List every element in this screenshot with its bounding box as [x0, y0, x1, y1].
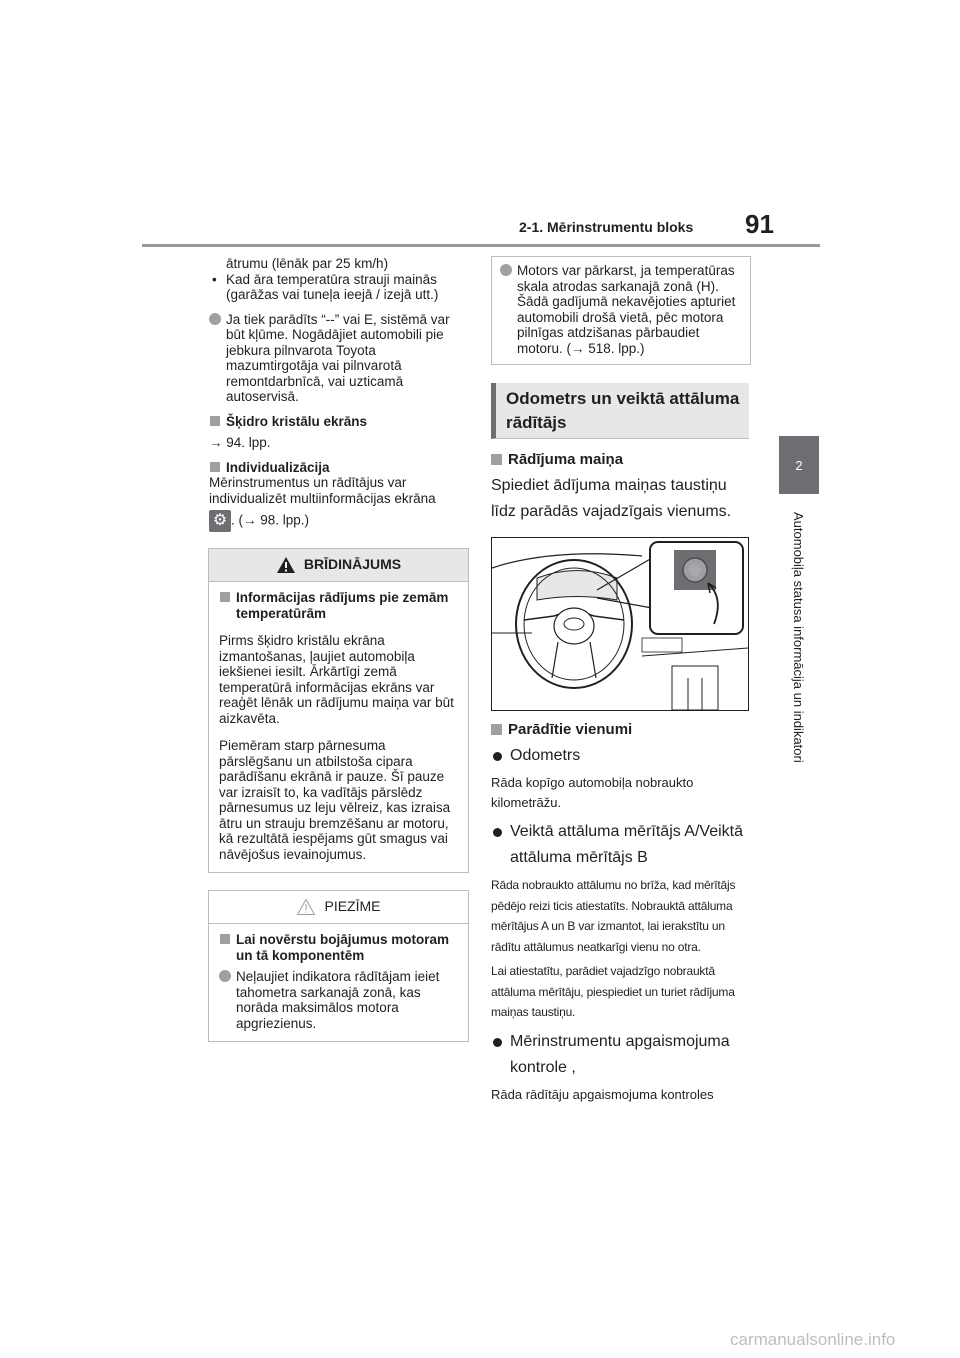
note-header	[209, 891, 468, 924]
section-title: 2-1. Mērinstrumentu bloks	[519, 219, 694, 235]
header-rule	[142, 244, 820, 247]
steering-wheel-illustration	[491, 537, 749, 711]
motor-note-text: Motors var pārkarst, ja temperatūras skala atrodas sarkanajā zonā (H). Šādā gadījumā nekavējoties apturiet automobili drošā vietā, pēc motora pilnīgas atdzišanas pārbaudiet motoru. (→ 518. lpp.)	[517, 263, 736, 356]
lcd-heading	[209, 414, 471, 430]
dot-note	[209, 312, 471, 405]
dot-note-text: Ja tiek parādīts “--” vai E, sistēmā var būt kļūme. Nogādājiet automobili pie jebkura pilnvarota Toyota mazumtirgotāja vai pilnvarotā remontdarbnīcā, vai uzticamā autoservisā.	[226, 311, 450, 404]
chapter-tab: 2	[779, 436, 819, 494]
square-marker	[491, 454, 502, 465]
custom-heading	[209, 460, 471, 476]
bullet-mark: •	[212, 271, 217, 287]
note-text: Neļaujiet indikatora rādītājam ieiet tahometra sarkanajā zonā, kas norāda maksimālos motora apgriezienus.	[236, 969, 440, 1031]
caution-outline-icon	[296, 898, 316, 916]
items-heading-text: Parādītie vienumi	[508, 721, 633, 738]
warning-triangle-icon	[276, 556, 296, 574]
custom-ref-line	[209, 510, 471, 532]
motor-dot-item	[500, 263, 742, 356]
dot-marker	[500, 264, 512, 276]
square-marker	[210, 462, 220, 472]
page-number: 91	[745, 209, 774, 239]
square-marker	[220, 592, 230, 602]
chapter-side-title-text: Automobiļa statusa informācija un indikatori	[791, 512, 806, 763]
left-column	[209, 256, 471, 1042]
warning-box	[208, 548, 469, 873]
switch-heading	[491, 451, 753, 469]
switch-heading-text: Rādījuma maiņa	[508, 451, 624, 468]
switch-text: Spiediet ādījuma maiņas taustiņu līdz parādās vajadzīgais vienums.	[491, 477, 732, 520]
square-marker	[491, 724, 502, 735]
section-heading: Odometrs un veiktā attāluma rādītājs	[491, 383, 749, 439]
gear-icon: ⚙	[209, 510, 231, 532]
note-subheading-text: Lai novērstu bojājumus motoram un tā komponentēm	[236, 932, 450, 963]
lcd-ref-link[interactable]: → 94. lpp.	[209, 435, 271, 450]
motor-note-box	[491, 256, 751, 365]
note-dot-item	[219, 969, 458, 1031]
custom-ref-link[interactable]: . (→ 98. lpp.)	[231, 512, 310, 528]
warning-para-1: Pirms šķidro kristālu ekrāna izmantošanas, ļaujiet automobiļa iekšienei iesilt. Ārkārtīgi zemā temperatūrā informācijas ekrāns var reaģēt lēnāk un rādījumu maiņa var būt aizkavēta.	[219, 633, 454, 726]
odometer-label: Odometrs	[510, 747, 581, 764]
dot-marker	[219, 970, 231, 982]
note-body	[209, 924, 468, 1041]
bullet-dot	[493, 1038, 502, 1047]
note-subheading	[219, 932, 458, 963]
illum-item	[491, 1029, 753, 1081]
trip-text-1: Rāda nobraukto attālumu no brīža, kad mērītājs pēdējo reizi ticis atiestatīts. Nobrauktā attāluma mērītājus A un B var izmantot, lai ierakstītu un rādītu attālumus neatkarīgi vienu no otra.	[491, 878, 736, 954]
warning-para-2: Piemēram starp pārnesuma pārslēgšanu un atbilstoša cipara parādīšanu ekrānā ir pauze. Šī pauze var izraisīt to, ka vadītājs pārslēdz pārnesumus uz leju vēlreiz, kas izraisa ātru un strauju bremzēšanu ar motoru, kā rezultātā iespējams gūt smagus vai nāvējošus ievainojumus.	[219, 738, 451, 862]
note-title: PIEZĪME	[324, 898, 381, 915]
right-column	[491, 256, 753, 1105]
note-box	[208, 890, 469, 1042]
watermark: carmanualsonline.info	[730, 1330, 896, 1349]
custom-text: Mērinstrumentus un rādītājus var individualizēt multiinformācijas ekrāna	[209, 475, 436, 506]
trip-item	[491, 819, 753, 871]
illum-text: Rāda rādītāju apgaismojuma kontroles	[491, 1086, 714, 1102]
illum-label: Mērinstrumentu apgaismojuma kontrole ,	[510, 1032, 730, 1076]
custom-heading-text: Individualizācija	[226, 459, 330, 475]
odometer-text: Rāda kopīgo automobiļa nobraukto kilometrāžu.	[491, 775, 694, 810]
odometer-item	[491, 743, 753, 769]
bullet-dot	[493, 828, 502, 837]
items-heading	[491, 721, 753, 739]
trip-label: Veiktā attāluma mērītājs A/Veiktā attāluma mērītājs B	[510, 823, 744, 866]
continued-line: ātrumu (lēnāk par 25 km/h)	[226, 256, 389, 271]
warning-body	[209, 582, 468, 872]
lcd-heading-text: Šķidro kristālu ekrāns	[226, 413, 368, 429]
warning-title: BRĪDINĀJUMS	[303, 556, 402, 573]
steering-wheel-drawing	[492, 538, 748, 710]
warning-subheading-text: Informācijas rādījums pie zemām temperatūrām	[236, 590, 449, 621]
bullet-text: Kad āra temperatūra strauji mainās (garāžas vai tuneļa ieejā / izejā utt.)	[226, 271, 439, 302]
motor-note-body	[492, 257, 750, 364]
trip-text-2: Lai atiestatītu, parādiet vajadzīgo nobrauktā attāluma mērītāju, piespiediet un turiet rādījuma maiņas taustiņu.	[491, 964, 735, 1019]
warning-header	[209, 549, 468, 582]
square-marker	[220, 934, 230, 944]
dot-marker	[209, 313, 221, 325]
warning-subheading	[219, 590, 458, 621]
bullet-dot	[493, 752, 502, 761]
bullet-item	[209, 272, 471, 303]
square-marker	[210, 416, 220, 426]
